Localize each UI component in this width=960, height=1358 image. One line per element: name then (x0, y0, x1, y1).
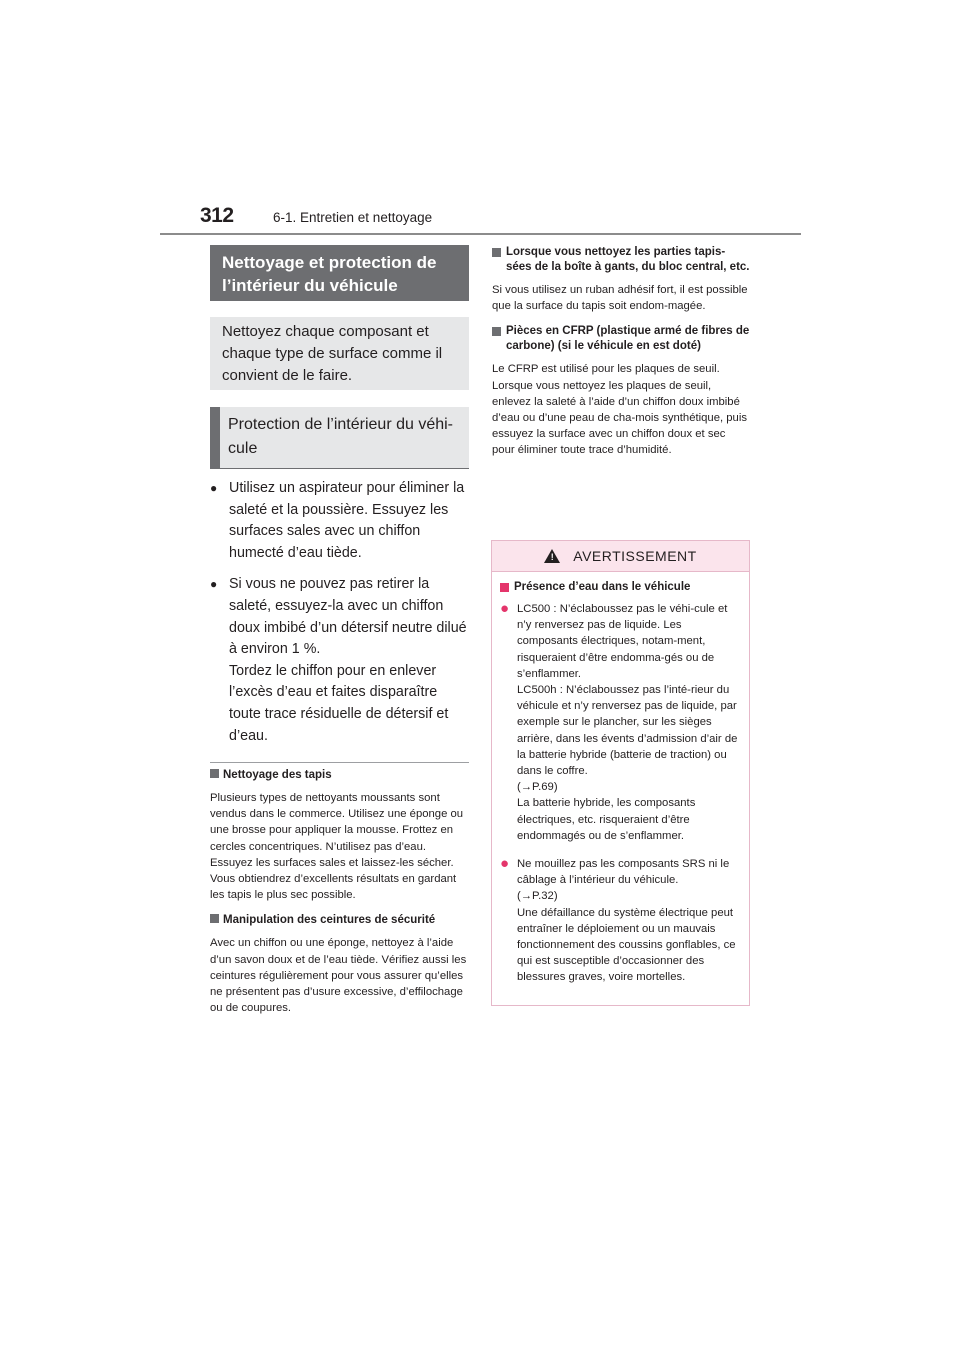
warning-body (492, 572, 749, 986)
tapis-text: Plusieurs types de nettoyants moussants sont vendus dans le commerce. Utilisez une éponge ou une brosse pour appliquer la mousse. Frottez en cercles concentriques. N’utilisez pas d’eau. Essuyez les surfaces sales et laissez-les sécher. Vous obtiendrez d’excellents résultats en gardant les tapis le plus sec possible. (210, 792, 464, 902)
warning-title: AVERTISSEMENT (573, 548, 697, 564)
warning-subheading: Présence d’eau dans le véhicule (500, 580, 741, 595)
bullet-text: Si vous ne pouvez pas retirer la saleté, essuyez-la avec un chiffon doux imbibé d’un détersif neutre dilué à environ 1 %. (229, 576, 467, 658)
warning-item (500, 856, 741, 986)
warning-triangle-icon: ! (544, 549, 560, 563)
warning-item (500, 601, 741, 844)
section-title: 6-1. Entretien et nettoyage (273, 210, 433, 225)
tapis-heading: Nettoyage des tapis (210, 768, 469, 783)
bullet-text: Utilisez un aspirateur pour éliminer la saleté et la poussière. Essuyez les surfaces sales avec un chiffon humecté d’eau tiède. (229, 480, 465, 561)
header-rule (160, 233, 801, 235)
warning-item-text: Ne mouillez pas les composants SRS ni le câblage à l’intérieur du véhicule. (517, 858, 730, 887)
bullet-item (210, 574, 470, 747)
square-bullet-icon (210, 914, 219, 923)
square-bullet-icon (492, 248, 501, 257)
divider (210, 762, 469, 763)
warning-box (491, 540, 750, 1006)
pink-dot-icon: ● (500, 855, 510, 873)
square-bullet-icon (492, 327, 501, 336)
right-text-section (492, 245, 750, 459)
square-bullet-icon (210, 769, 219, 778)
warning-header (492, 541, 749, 572)
tapis-section (210, 768, 469, 1016)
warning-item-text: LC500 : N’éclaboussez pas le véhi-cule et n’y renversez pas de liquide. Les composants électriques, notam-ment, risqueraient d’être endomma-gés ou de s’enflammer. (517, 603, 728, 680)
bullet-continuation: Tordez le chiffon pour en enlever l’excès d’eau et faites disparaître toute trace résiduelle de détersif et d’eau. (229, 662, 449, 744)
page-reference: (→P.69) (517, 781, 558, 794)
pink-dot-icon: ● (500, 600, 510, 617)
parties-text: Si vous utilisez un ruban adhésif fort, il est possible que la surface du tapis soit endom-magée. (492, 284, 748, 313)
parties-heading: Lorsque vous nettoyez les parties tapis-sées de la boîte à gants, du bloc central, etc. (492, 245, 750, 275)
main-heading: Nettoyage et protection de l’intérieur du véhicule (210, 245, 469, 301)
bullet-dot-icon: ● (210, 481, 218, 495)
ceintures-text: Avec un chiffon ou une éponge, nettoyez à l’aide d’un savon doux et de l’eau tiède. Vérifiez aussi les ceintures régulièrement pour vous assurer qu’elles ne présentent pas d’usure excessive, d’effilochage ou de coupures. (210, 937, 467, 1015)
warning-item-text: La batterie hybride, les composants électriques, etc. risqueraient d’être endommagés ou de s’enflammer. (517, 797, 696, 842)
warning-item-text: LC500h : N’éclaboussez pas l’inté-rieur du véhicule et n’y renversez pas de liquide, par exemple sur le plancher, sur les sièges arrière, dans les évents d’admission d’air de la batterie hybride (batterie de traction) ou dans le coffre. (517, 684, 738, 778)
page-number: 312 (200, 204, 234, 227)
bullet-dot-icon: ● (210, 577, 218, 592)
bullet-list (210, 478, 470, 747)
warning-item-text: Une défaillance du système électrique peut entraîner le déploiement ou un mauvais fonctionnement des coussins gonflables, ce qui est susceptible d’occasionner des blessures graves, voire mortelles. (517, 906, 736, 984)
bullet-item (210, 478, 470, 564)
page-reference: (→P.32) (517, 890, 558, 903)
square-bullet-icon (500, 583, 509, 592)
sub-heading: Protection de l’intérieur du véhi-cule (210, 407, 469, 469)
cfrp-text: Le CFRP est utilisé pour les plaques de seuil. Lorsque vous nettoyez les plaques de seuil, enlevez la saleté à l’aide d’un chiffon doux imbibé d’eau ou d’une peau de cha-mois synthétique, puis essuyez la surface avec un chiffon doux et sec pour éliminer toute trace d’humidité. (492, 363, 747, 457)
ceintures-heading: Manipulation des ceintures de sécurité (210, 913, 469, 928)
intro-box: Nettoyez chaque composant et chaque type de surface comme il convient de le faire. (210, 317, 469, 390)
cfrp-heading: Pièces en CFRP (plastique armé de fibres de carbone) (si le véhicule en est doté) (492, 324, 750, 354)
